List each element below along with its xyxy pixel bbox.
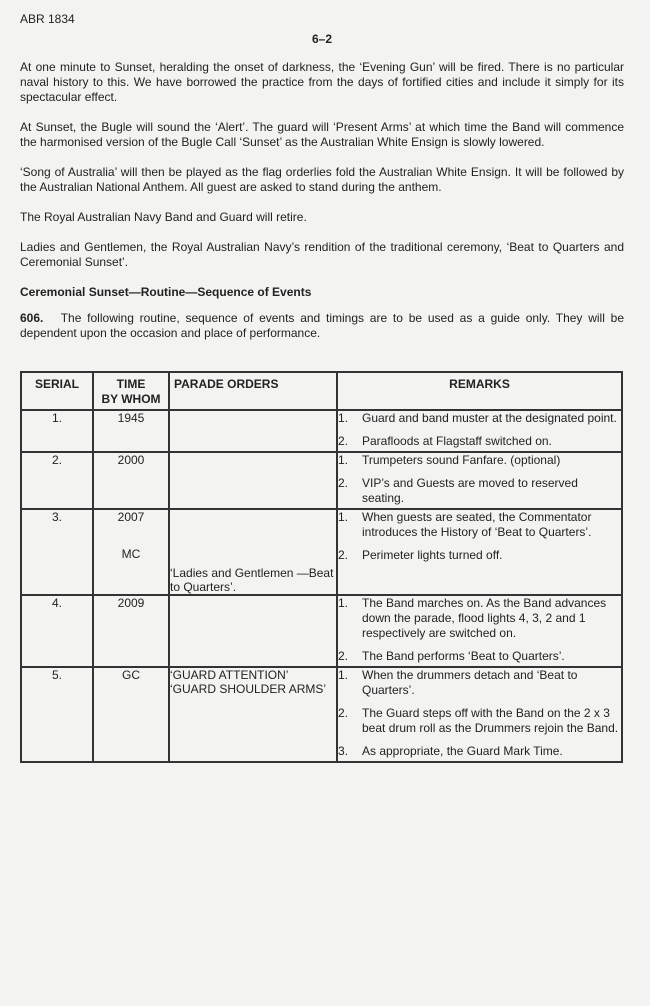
paragraph-song-of-australia: ‘Song of Australia’ will then be played as the flag orderlies fold the Australian White Ensign. It will be followed by the Australian National Anthem. All guest are asked to stand during the anthem. — [20, 165, 624, 194]
remark-item — [338, 668, 621, 698]
paragraph-number: 606. — [20, 311, 44, 325]
remark-number: 2. — [338, 706, 349, 720]
cell-time-value: 2007 — [117, 510, 145, 524]
remark-text: The Band performs ‘Beat to Quarters’. — [362, 649, 565, 663]
parade-order-text: ‘Ladies and Gentlemen —Beat to Quarters’. — [170, 566, 334, 594]
remark-number: 2. — [338, 476, 349, 490]
remark-text: Perimeter lights turned off. — [362, 548, 503, 562]
paragraph-band-retire: The Royal Australian Navy Band and Guard will retire. — [20, 210, 307, 224]
header-remarks: REMARKS — [337, 372, 622, 410]
remark-item — [338, 434, 621, 449]
cell-remarks — [337, 452, 622, 509]
paragraph-606 — [20, 311, 624, 341]
table-row — [21, 595, 622, 667]
remark-item — [338, 706, 621, 736]
header-time: TIME — [116, 377, 146, 391]
cell-serial: 5. — [21, 667, 93, 762]
remark-text: The Band marches on. As the Band advances down the parade, flood lights 4, 3, 2 and 1 respectively are switched on. — [362, 596, 607, 640]
remark-item — [338, 548, 621, 563]
table-row — [21, 452, 622, 509]
remark-number: 1. — [338, 668, 349, 682]
cell-time: 1945 — [93, 410, 169, 452]
section-heading: Ceremonial Sunset—Routine—Sequence of Events — [20, 285, 312, 299]
header-serial: SERIAL — [21, 372, 93, 410]
remark-number: 1. — [338, 596, 349, 610]
remark-item — [338, 510, 621, 540]
remark-number: 2. — [338, 548, 349, 562]
remark-item — [338, 453, 621, 468]
cell-parade-orders — [169, 410, 337, 452]
cell-by-whom: MC — [121, 547, 141, 561]
cell-remarks — [337, 410, 622, 452]
cell-parade-orders: ‘GUARD ATTENTION’ ‘GUARD SHOULDER ARMS’ — [169, 667, 337, 762]
document-reference: ABR 1834 — [20, 12, 75, 26]
cell-parade-orders — [169, 509, 337, 595]
table-row — [21, 667, 622, 762]
remark-number: 2. — [338, 434, 349, 448]
sequence-of-events-table — [20, 371, 623, 763]
cell-serial: 3. — [21, 509, 93, 595]
remark-item — [338, 596, 621, 641]
remark-number: 1. — [338, 453, 349, 467]
remark-text: As appropriate, the Guard Mark Time. — [362, 744, 563, 758]
cell-serial: 2. — [21, 452, 93, 509]
paragraph-closing-announcement: Ladies and Gentlemen, the Royal Australian Navy’s rendition of the traditional ceremony, ‘Beat to Quarters and Ceremonial Sunset’. — [20, 240, 624, 269]
header-time-by-whom — [93, 372, 169, 410]
cell-remarks — [337, 667, 622, 762]
cell-time: 2009 — [93, 595, 169, 667]
remark-number: 1. — [338, 411, 349, 425]
cell-parade-orders — [169, 595, 337, 667]
paragraph-sunset-alert: At Sunset, the Bugle will sound the ‘Alert’. The guard will ‘Present Arms’ at which time the Band will commence the harmonised version of the Bugle Call ‘Sunset’ as the Australian White Ensign is slowly lowered. — [20, 120, 624, 149]
remark-text: The Guard steps off with the Band on the 2 x 3 beat drum roll as the Drummers rejoin the Band. — [362, 706, 619, 735]
paragraph-606-text: The following routine, sequence of events and timings are to be used as a guide only. They will be dependent upon the occasion and place of performance. — [20, 311, 624, 340]
remark-text: When the drummers detach and ‘Beat to Quarters’. — [362, 668, 578, 697]
remark-text: When guests are seated, the Commentator introduces the History of ‘Beat to Quarters’. — [362, 510, 592, 539]
cell-time: GC — [93, 667, 169, 762]
table-header-row — [21, 372, 622, 410]
remark-number: 3. — [338, 744, 349, 758]
remark-item — [338, 411, 621, 426]
page-number: 6–2 — [311, 32, 333, 46]
remark-item — [338, 744, 621, 759]
remark-number: 2. — [338, 649, 349, 663]
remark-item — [338, 649, 621, 664]
cell-remarks — [337, 509, 622, 595]
remark-text: VIP’s and Guests are moved to reserved seating. — [362, 476, 578, 505]
cell-parade-orders — [169, 452, 337, 509]
cell-time: 2000 — [93, 452, 169, 509]
remark-text: Parafloods at Flagstaff switched on. — [362, 434, 552, 448]
paragraph-evening-gun: At one minute to Sunset, heralding the onset of darkness, the ‘Evening Gun’ will be fired. There is no particular naval history to this. We have borrowed the practice from the days of fortified cities and include it simply for its spectacular effect. — [20, 60, 624, 104]
table-row — [21, 410, 622, 452]
remark-text: Guard and band muster at the designated point. — [362, 411, 617, 425]
cell-serial: 1. — [21, 410, 93, 452]
remark-text: Trumpeters sound Fanfare. (optional) — [362, 453, 561, 467]
header-by-whom: BY WHOM — [101, 392, 161, 406]
remark-item — [338, 476, 621, 506]
remark-number: 1. — [338, 510, 349, 524]
cell-time — [93, 509, 169, 595]
header-parade-orders: PARADE ORDERS — [169, 372, 337, 410]
cell-remarks — [337, 595, 622, 667]
table-row — [21, 509, 622, 595]
cell-serial: 4. — [21, 595, 93, 667]
